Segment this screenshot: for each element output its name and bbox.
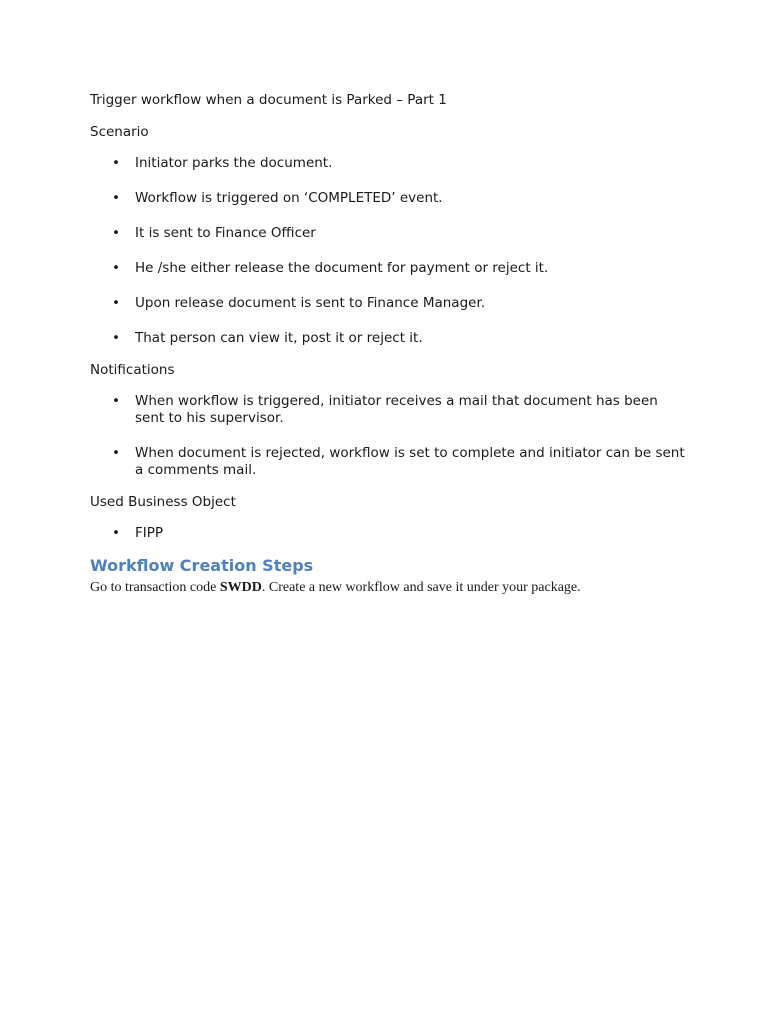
list-item [90,155,690,172]
bullet-icon: • [112,190,120,206]
list-item-text: That person can view it, post it or reject it. [135,330,423,346]
transaction-code: SWDD [219,580,262,595]
steps-intro-before: Go to transaction code [90,580,220,595]
steps-intro-after: . Create a new workflow and save it under your package. [261,580,581,595]
document-page [90,91,690,597]
bullet-icon: • [112,330,120,346]
notifications-label: Notifications [90,362,175,378]
bullet-icon: • [112,525,120,541]
document-title: Trigger workflow when a document is Parked – Part 1 [90,92,447,108]
list-item [90,260,690,277]
list-item [90,393,690,427]
list-item-text: When document is rejected, workflow is set to complete and initiator can be sent a comments mail. [135,445,685,478]
list-item [90,445,690,479]
list-item-text: When workflow is triggered, initiator receives a mail that document has been sent to his supervisor. [135,393,658,426]
business-object-list [90,525,690,542]
bullet-icon: • [112,393,120,409]
section-heading: Workflow Creation Steps [90,556,314,575]
list-item-text: Initiator parks the document. [135,155,333,171]
list-item [90,190,690,207]
scenario-label: Scenario [90,124,149,140]
list-item-text: It is sent to Finance Officer [135,225,316,241]
bullet-icon: • [112,445,120,461]
bullet-icon: • [112,260,120,276]
scenario-list [90,155,690,347]
list-item-text: FIPP [135,525,164,541]
bullet-icon: • [112,155,120,171]
list-item-text: He /she either release the document for payment or reject it. [135,260,549,276]
bullet-icon: • [112,225,120,241]
list-item [90,295,690,312]
list-item [90,225,690,242]
business-object-label: Used Business Object [90,494,236,510]
list-item [90,330,690,347]
steps-intro [90,579,690,597]
bullet-icon: • [112,295,120,311]
notifications-list [90,393,690,479]
list-item-text: Workflow is triggered on ‘COMPLETED’ event. [135,190,443,206]
list-item-text: Upon release document is sent to Finance Manager. [135,295,486,311]
list-item [90,525,690,542]
